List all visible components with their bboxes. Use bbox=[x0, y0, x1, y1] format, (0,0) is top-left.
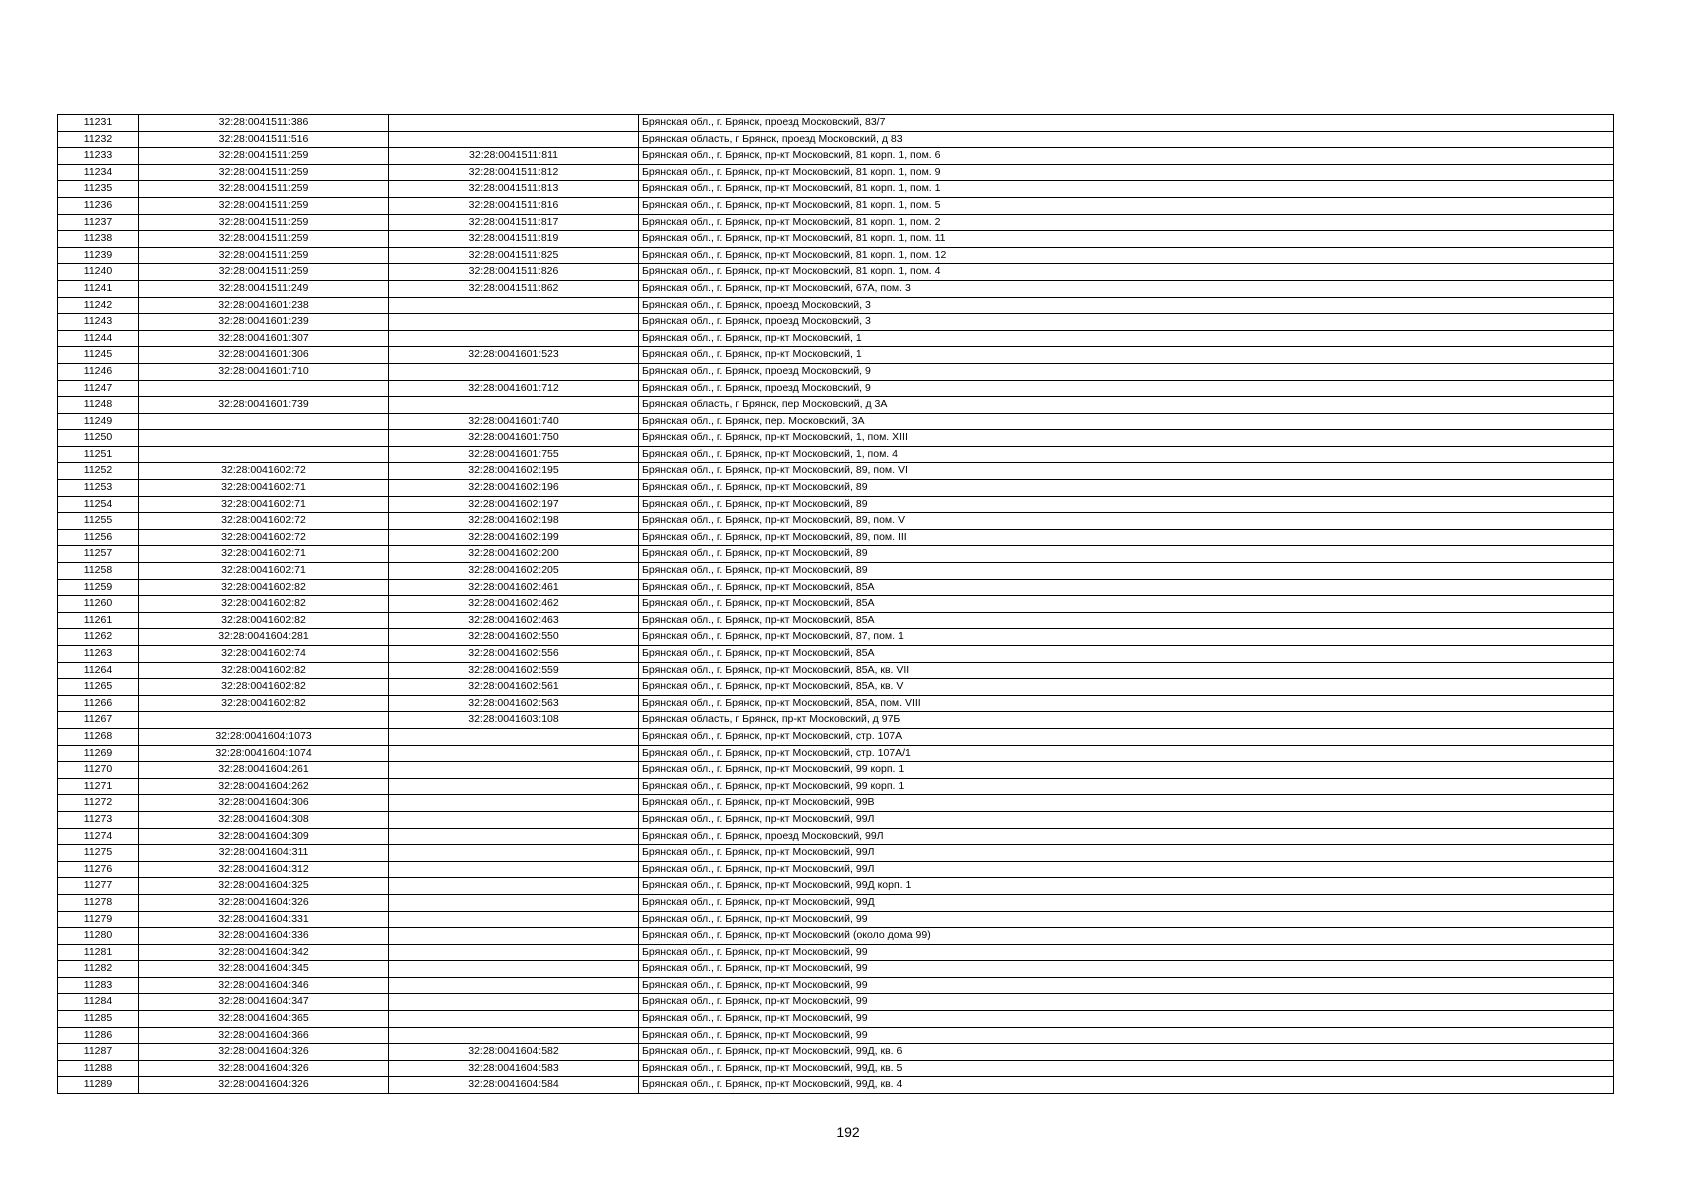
address-cell: Брянская обл., г. Брянск, проезд Московский, 9 bbox=[639, 363, 1614, 380]
row-number-cell: 11269 bbox=[58, 745, 139, 762]
table-row bbox=[58, 446, 1614, 463]
cadastral-number-cell: 32:28:0041604:326 bbox=[139, 1077, 389, 1094]
address-cell: Брянская обл., г. Брянск, пр-кт Московский, 81 корп. 1, пом. 6 bbox=[639, 148, 1614, 165]
object-number-cell: 32:28:0041511:825 bbox=[389, 247, 639, 264]
cadastral-number-cell: 32:28:0041604:1073 bbox=[139, 728, 389, 745]
cadastral-number-cell: 32:28:0041602:71 bbox=[139, 546, 389, 563]
row-number-cell: 11257 bbox=[58, 546, 139, 563]
address-cell: Брянская обл., г. Брянск, проезд Московский, 9 bbox=[639, 380, 1614, 397]
row-number-cell: 11276 bbox=[58, 861, 139, 878]
object-number-cell: 32:28:0041601:523 bbox=[389, 347, 639, 364]
object-number-cell bbox=[389, 944, 639, 961]
address-cell: Брянская обл., г. Брянск, пр-кт Московский, стр. 107А bbox=[639, 728, 1614, 745]
address-cell: Брянская обл., г. Брянск, пр-кт Московский, 81 корп. 1, пом. 12 bbox=[639, 247, 1614, 264]
object-number-cell: 32:28:0041602:550 bbox=[389, 629, 639, 646]
address-cell: Брянская область, г Брянск, проезд Московский, д 83 bbox=[639, 131, 1614, 148]
object-number-cell bbox=[389, 861, 639, 878]
row-number-cell: 11231 bbox=[58, 115, 139, 132]
row-number-cell: 11245 bbox=[58, 347, 139, 364]
object-number-cell bbox=[389, 1027, 639, 1044]
object-number-cell bbox=[389, 131, 639, 148]
table-row bbox=[58, 397, 1614, 414]
table-row bbox=[58, 944, 1614, 961]
object-number-cell bbox=[389, 728, 639, 745]
address-cell: Брянская обл., г. Брянск, пр-кт Московский, 99 корп. 1 bbox=[639, 778, 1614, 795]
cadastral-number-cell: 32:28:0041511:259 bbox=[139, 197, 389, 214]
table-row bbox=[58, 347, 1614, 364]
object-number-cell: 32:28:0041511:813 bbox=[389, 181, 639, 198]
table-row bbox=[58, 629, 1614, 646]
table-row bbox=[58, 745, 1614, 762]
cadastral-number-cell: 32:28:0041511:259 bbox=[139, 264, 389, 281]
row-number-cell: 11232 bbox=[58, 131, 139, 148]
address-cell: Брянская обл., г. Брянск, пр-кт Московский, 99 bbox=[639, 1011, 1614, 1028]
object-number-cell: 32:28:0041601:750 bbox=[389, 430, 639, 447]
row-number-cell: 11253 bbox=[58, 480, 139, 497]
row-number-cell: 11255 bbox=[58, 513, 139, 530]
address-cell: Брянская обл., г. Брянск, пр-кт Московский, 99 bbox=[639, 1027, 1614, 1044]
row-number-cell: 11237 bbox=[58, 214, 139, 231]
row-number-cell: 11264 bbox=[58, 662, 139, 679]
address-cell: Брянская обл., г. Брянск, проезд Московский, 83/7 bbox=[639, 115, 1614, 132]
object-number-cell: 32:28:0041602:463 bbox=[389, 612, 639, 629]
object-number-cell bbox=[389, 878, 639, 895]
cadastral-number-cell: 32:28:0041602:71 bbox=[139, 496, 389, 513]
address-cell: Брянская обл., г. Брянск, пр-кт Московский, 81 корп. 1, пом. 2 bbox=[639, 214, 1614, 231]
cadastral-number-cell: 32:28:0041604:342 bbox=[139, 944, 389, 961]
object-number-cell bbox=[389, 314, 639, 331]
row-number-cell: 11279 bbox=[58, 911, 139, 928]
object-number-cell: 32:28:0041511:812 bbox=[389, 164, 639, 181]
cadastral-number-cell: 32:28:0041602:71 bbox=[139, 480, 389, 497]
table-row bbox=[58, 231, 1614, 248]
address-cell: Брянская обл., г. Брянск, пр-кт Московский, 89, пом. III bbox=[639, 529, 1614, 546]
row-number-cell: 11289 bbox=[58, 1077, 139, 1094]
row-number-cell: 11235 bbox=[58, 181, 139, 198]
address-cell: Брянская обл., г. Брянск, пр-кт Московский, 99Д bbox=[639, 894, 1614, 911]
table-row bbox=[58, 546, 1614, 563]
cadastral-number-cell: 32:28:0041604:326 bbox=[139, 1044, 389, 1061]
table-row bbox=[58, 1044, 1614, 1061]
table-row bbox=[58, 961, 1614, 978]
row-number-cell: 11259 bbox=[58, 579, 139, 596]
object-number-cell: 32:28:0041601:740 bbox=[389, 413, 639, 430]
table-row bbox=[58, 612, 1614, 629]
address-cell: Брянская обл., г. Брянск, пр-кт Московский, 85А, кв. VII bbox=[639, 662, 1614, 679]
row-number-cell: 11272 bbox=[58, 795, 139, 812]
cadastral-number-cell: 32:28:0041604:309 bbox=[139, 828, 389, 845]
cadastral-number-cell: 32:28:0041604:1074 bbox=[139, 745, 389, 762]
cadastral-number-cell: 32:28:0041604:281 bbox=[139, 629, 389, 646]
table-row bbox=[58, 695, 1614, 712]
object-number-cell bbox=[389, 828, 639, 845]
table-row bbox=[58, 662, 1614, 679]
row-number-cell: 11285 bbox=[58, 1011, 139, 1028]
cadastral-number-cell: 32:28:0041511:259 bbox=[139, 164, 389, 181]
object-number-cell bbox=[389, 397, 639, 414]
object-number-cell: 32:28:0041602:205 bbox=[389, 563, 639, 580]
row-number-cell: 11265 bbox=[58, 679, 139, 696]
address-cell: Брянская обл., г. Брянск, пр-кт Московский, 85А bbox=[639, 596, 1614, 613]
address-cell: Брянская обл., г. Брянск, пр-кт Московский, 85А, кв. V bbox=[639, 679, 1614, 696]
row-number-cell: 11251 bbox=[58, 446, 139, 463]
table-row bbox=[58, 131, 1614, 148]
object-number-cell: 32:28:0041604:584 bbox=[389, 1077, 639, 1094]
object-number-cell bbox=[389, 795, 639, 812]
address-cell: Брянская обл., г. Брянск, пр-кт Московский, 81 корп. 1, пом. 9 bbox=[639, 164, 1614, 181]
table-row bbox=[58, 330, 1614, 347]
cadastral-number-cell: 32:28:0041602:82 bbox=[139, 695, 389, 712]
row-number-cell: 11258 bbox=[58, 563, 139, 580]
object-number-cell: 32:28:0041511:816 bbox=[389, 197, 639, 214]
row-number-cell: 11270 bbox=[58, 762, 139, 779]
cadastral-number-cell bbox=[139, 380, 389, 397]
row-number-cell: 11238 bbox=[58, 231, 139, 248]
object-number-cell: 32:28:0041602:198 bbox=[389, 513, 639, 530]
address-cell: Брянская обл., г. Брянск, пр-кт Московский, 99Д, кв. 4 bbox=[639, 1077, 1614, 1094]
table-row bbox=[58, 1011, 1614, 1028]
cadastral-number-cell: 32:28:0041602:82 bbox=[139, 579, 389, 596]
address-cell: Брянская обл., г. Брянск, пр-кт Московский, 99 bbox=[639, 994, 1614, 1011]
address-cell: Брянская обл., г. Брянск, пр-кт Московский, 99Л bbox=[639, 845, 1614, 862]
cadastral-number-cell: 32:28:0041604:261 bbox=[139, 762, 389, 779]
address-cell: Брянская обл., г. Брянск, пр-кт Московский, 87, пом. 1 bbox=[639, 629, 1614, 646]
cadastral-number-cell bbox=[139, 712, 389, 729]
cadastral-number-cell: 32:28:0041604:325 bbox=[139, 878, 389, 895]
table-row bbox=[58, 646, 1614, 663]
registry-table-body bbox=[58, 115, 1614, 1094]
table-row bbox=[58, 712, 1614, 729]
cadastral-number-cell: 32:28:0041604:331 bbox=[139, 911, 389, 928]
cadastral-number-cell: 32:28:0041602:71 bbox=[139, 563, 389, 580]
row-number-cell: 11256 bbox=[58, 529, 139, 546]
object-number-cell: 32:28:0041602:563 bbox=[389, 695, 639, 712]
cadastral-number-cell: 32:28:0041604:326 bbox=[139, 894, 389, 911]
table-row bbox=[58, 164, 1614, 181]
row-number-cell: 11241 bbox=[58, 280, 139, 297]
cadastral-number-cell bbox=[139, 446, 389, 463]
row-number-cell: 11239 bbox=[58, 247, 139, 264]
table-row bbox=[58, 513, 1614, 530]
row-number-cell: 11282 bbox=[58, 961, 139, 978]
table-row bbox=[58, 878, 1614, 895]
address-cell: Брянская область, г Брянск, пер Московский, д 3А bbox=[639, 397, 1614, 414]
row-number-cell: 11236 bbox=[58, 197, 139, 214]
table-row bbox=[58, 845, 1614, 862]
row-number-cell: 11261 bbox=[58, 612, 139, 629]
table-row bbox=[58, 297, 1614, 314]
table-row bbox=[58, 529, 1614, 546]
cadastral-number-cell: 32:28:0041511:516 bbox=[139, 131, 389, 148]
cadastral-number-cell: 32:28:0041601:238 bbox=[139, 297, 389, 314]
address-cell: Брянская обл., г. Брянск, пр-кт Московский, 81 корп. 1, пом. 5 bbox=[639, 197, 1614, 214]
cadastral-number-cell: 32:28:0041602:82 bbox=[139, 612, 389, 629]
cadastral-number-cell: 32:28:0041602:82 bbox=[139, 596, 389, 613]
row-number-cell: 11287 bbox=[58, 1044, 139, 1061]
row-number-cell: 11252 bbox=[58, 463, 139, 480]
table-row bbox=[58, 214, 1614, 231]
row-number-cell: 11286 bbox=[58, 1027, 139, 1044]
object-number-cell: 32:28:0041601:755 bbox=[389, 446, 639, 463]
row-number-cell: 11275 bbox=[58, 845, 139, 862]
object-number-cell bbox=[389, 961, 639, 978]
table-row bbox=[58, 1027, 1614, 1044]
table-row bbox=[58, 911, 1614, 928]
object-number-cell: 32:28:0041602:462 bbox=[389, 596, 639, 613]
row-number-cell: 11278 bbox=[58, 894, 139, 911]
object-number-cell: 32:28:0041604:583 bbox=[389, 1060, 639, 1077]
row-number-cell: 11243 bbox=[58, 314, 139, 331]
object-number-cell bbox=[389, 363, 639, 380]
object-number-cell bbox=[389, 977, 639, 994]
row-number-cell: 11254 bbox=[58, 496, 139, 513]
row-number-cell: 11288 bbox=[58, 1060, 139, 1077]
cadastral-number-cell: 32:28:0041511:259 bbox=[139, 214, 389, 231]
table-row bbox=[58, 977, 1614, 994]
address-cell: Брянская обл., г. Брянск, пр-кт Московский, 99Д, кв. 5 bbox=[639, 1060, 1614, 1077]
address-cell: Брянская обл., г. Брянск, пер. Московский, 3А bbox=[639, 413, 1614, 430]
row-number-cell: 11249 bbox=[58, 413, 139, 430]
row-number-cell: 11277 bbox=[58, 878, 139, 895]
cadastral-number-cell: 32:28:0041602:82 bbox=[139, 662, 389, 679]
table-row bbox=[58, 181, 1614, 198]
cadastral-number-cell: 32:28:0041602:72 bbox=[139, 529, 389, 546]
address-cell: Брянская обл., г. Брянск, пр-кт Московский, 85А bbox=[639, 612, 1614, 629]
cadastral-number-cell: 32:28:0041604:306 bbox=[139, 795, 389, 812]
address-cell: Брянская обл., г. Брянск, пр-кт Московский, 85А bbox=[639, 579, 1614, 596]
table-row bbox=[58, 1077, 1614, 1094]
address-cell: Брянская обл., г. Брянск, пр-кт Московский, 99 bbox=[639, 961, 1614, 978]
row-number-cell: 11234 bbox=[58, 164, 139, 181]
table-row bbox=[58, 496, 1614, 513]
address-cell: Брянская обл., г. Брянск, пр-кт Московский, 99 bbox=[639, 944, 1614, 961]
object-number-cell: 32:28:0041602:196 bbox=[389, 480, 639, 497]
address-cell: Брянская обл., г. Брянск, пр-кт Московский, 1, пом. XIII bbox=[639, 430, 1614, 447]
address-cell: Брянская обл., г. Брянск, пр-кт Московский, 89 bbox=[639, 496, 1614, 513]
cadastral-number-cell: 32:28:0041604:365 bbox=[139, 1011, 389, 1028]
table-row bbox=[58, 728, 1614, 745]
row-number-cell: 11262 bbox=[58, 629, 139, 646]
table-row bbox=[58, 197, 1614, 214]
cadastral-number-cell: 32:28:0041604:345 bbox=[139, 961, 389, 978]
row-number-cell: 11246 bbox=[58, 363, 139, 380]
object-number-cell: 32:28:0041511:817 bbox=[389, 214, 639, 231]
row-number-cell: 11281 bbox=[58, 944, 139, 961]
row-number-cell: 11284 bbox=[58, 994, 139, 1011]
address-cell: Брянская обл., г. Брянск, пр-кт Московский, 1 bbox=[639, 347, 1614, 364]
table-row bbox=[58, 563, 1614, 580]
address-cell: Брянская обл., г. Брянск, пр-кт Московский, 89, пом. V bbox=[639, 513, 1614, 530]
address-cell: Брянская обл., г. Брянск, пр-кт Московский, 1 bbox=[639, 330, 1614, 347]
row-number-cell: 11248 bbox=[58, 397, 139, 414]
address-cell: Брянская обл., г. Брянск, пр-кт Московский, 89 bbox=[639, 546, 1614, 563]
table-row bbox=[58, 430, 1614, 447]
address-cell: Брянская обл., г. Брянск, пр-кт Московский, 99Л bbox=[639, 861, 1614, 878]
object-number-cell: 32:28:0041511:811 bbox=[389, 148, 639, 165]
object-number-cell bbox=[389, 762, 639, 779]
object-number-cell: 32:28:0041511:862 bbox=[389, 280, 639, 297]
table-row bbox=[58, 1060, 1614, 1077]
cadastral-number-cell: 32:28:0041602:82 bbox=[139, 679, 389, 696]
cadastral-number-cell: 32:28:0041604:346 bbox=[139, 977, 389, 994]
cadastral-number-cell: 32:28:0041604:326 bbox=[139, 1060, 389, 1077]
table-row bbox=[58, 264, 1614, 281]
address-cell: Брянская обл., г. Брянск, пр-кт Московский, 89 bbox=[639, 480, 1614, 497]
object-number-cell bbox=[389, 811, 639, 828]
object-number-cell bbox=[389, 330, 639, 347]
address-cell: Брянская обл., г. Брянск, проезд Московский, 3 bbox=[639, 314, 1614, 331]
address-cell: Брянская обл., г. Брянск, пр-кт Московский, 99В bbox=[639, 795, 1614, 812]
address-cell: Брянская обл., г. Брянск, пр-кт Московский, 99Д корп. 1 bbox=[639, 878, 1614, 895]
address-cell: Брянская обл., г. Брянск, пр-кт Московский, 99Л bbox=[639, 811, 1614, 828]
row-number-cell: 11263 bbox=[58, 646, 139, 663]
object-number-cell: 32:28:0041602:556 bbox=[389, 646, 639, 663]
address-cell: Брянская обл., г. Брянск, пр-кт Московский, 81 корп. 1, пом. 11 bbox=[639, 231, 1614, 248]
table-row bbox=[58, 795, 1614, 812]
table-row bbox=[58, 778, 1614, 795]
address-cell: Брянская обл., г. Брянск, проезд Московский, 3 bbox=[639, 297, 1614, 314]
address-cell: Брянская обл., г. Брянск, пр-кт Московский, 81 корп. 1, пом. 4 bbox=[639, 264, 1614, 281]
cadastral-number-cell bbox=[139, 430, 389, 447]
address-cell: Брянская обл., г. Брянск, пр-кт Московский, 85А, пом. VIII bbox=[639, 695, 1614, 712]
cadastral-number-cell: 32:28:0041511:259 bbox=[139, 231, 389, 248]
cadastral-number-cell bbox=[139, 413, 389, 430]
cadastral-number-cell: 32:28:0041604:366 bbox=[139, 1027, 389, 1044]
table-row bbox=[58, 380, 1614, 397]
address-cell: Брянская обл., г. Брянск, пр-кт Московский, 81 корп. 1, пом. 1 bbox=[639, 181, 1614, 198]
row-number-cell: 11283 bbox=[58, 977, 139, 994]
row-number-cell: 11240 bbox=[58, 264, 139, 281]
cadastral-number-cell: 32:28:0041511:259 bbox=[139, 247, 389, 264]
table-row bbox=[58, 280, 1614, 297]
address-cell: Брянская обл., г. Брянск, пр-кт Московский, стр. 107А/1 bbox=[639, 745, 1614, 762]
row-number-cell: 11267 bbox=[58, 712, 139, 729]
table-row bbox=[58, 679, 1614, 696]
page-number: 192 bbox=[836, 1124, 860, 1140]
object-number-cell: 32:28:0041511:819 bbox=[389, 231, 639, 248]
address-cell: Брянская обл., г. Брянск, пр-кт Московский (около дома 99) bbox=[639, 928, 1614, 945]
table-row bbox=[58, 828, 1614, 845]
cadastral-number-cell: 32:28:0041604:308 bbox=[139, 811, 389, 828]
cadastral-number-cell: 32:28:0041602:72 bbox=[139, 463, 389, 480]
registry-table bbox=[57, 114, 1614, 1094]
address-cell: Брянская обл., г. Брянск, пр-кт Московский, 1, пом. 4 bbox=[639, 446, 1614, 463]
row-number-cell: 11273 bbox=[58, 811, 139, 828]
table-row bbox=[58, 596, 1614, 613]
row-number-cell: 11247 bbox=[58, 380, 139, 397]
cadastral-number-cell: 32:28:0041604:347 bbox=[139, 994, 389, 1011]
object-number-cell bbox=[389, 297, 639, 314]
table-row bbox=[58, 861, 1614, 878]
table-row bbox=[58, 811, 1614, 828]
address-cell: Брянская обл., г. Брянск, пр-кт Московский, 99 bbox=[639, 977, 1614, 994]
object-number-cell: 32:28:0041602:195 bbox=[389, 463, 639, 480]
object-number-cell: 32:28:0041511:826 bbox=[389, 264, 639, 281]
cadastral-number-cell: 32:28:0041601:739 bbox=[139, 397, 389, 414]
row-number-cell: 11244 bbox=[58, 330, 139, 347]
cadastral-number-cell: 32:28:0041601:306 bbox=[139, 347, 389, 364]
table-row bbox=[58, 148, 1614, 165]
cadastral-number-cell: 32:28:0041511:386 bbox=[139, 115, 389, 132]
row-number-cell: 11280 bbox=[58, 928, 139, 945]
table-row bbox=[58, 247, 1614, 264]
row-number-cell: 11233 bbox=[58, 148, 139, 165]
cadastral-number-cell: 32:28:0041511:249 bbox=[139, 280, 389, 297]
object-number-cell: 32:28:0041602:461 bbox=[389, 579, 639, 596]
table-row bbox=[58, 413, 1614, 430]
address-cell: Брянская обл., г. Брянск, пр-кт Московский, 67А, пом. 3 bbox=[639, 280, 1614, 297]
row-number-cell: 11271 bbox=[58, 778, 139, 795]
row-number-cell: 11274 bbox=[58, 828, 139, 845]
object-number-cell: 32:28:0041602:197 bbox=[389, 496, 639, 513]
object-number-cell bbox=[389, 115, 639, 132]
cadastral-number-cell: 32:28:0041601:307 bbox=[139, 330, 389, 347]
cadastral-number-cell: 32:28:0041604:312 bbox=[139, 861, 389, 878]
row-number-cell: 11250 bbox=[58, 430, 139, 447]
row-number-cell: 11268 bbox=[58, 728, 139, 745]
object-number-cell: 32:28:0041602:559 bbox=[389, 662, 639, 679]
object-number-cell: 32:28:0041602:561 bbox=[389, 679, 639, 696]
object-number-cell: 32:28:0041603:108 bbox=[389, 712, 639, 729]
object-number-cell bbox=[389, 745, 639, 762]
table-row bbox=[58, 480, 1614, 497]
table-row bbox=[58, 894, 1614, 911]
table-row bbox=[58, 994, 1614, 1011]
cadastral-number-cell: 32:28:0041601:710 bbox=[139, 363, 389, 380]
cadastral-number-cell: 32:28:0041604:336 bbox=[139, 928, 389, 945]
cadastral-number-cell: 32:28:0041602:72 bbox=[139, 513, 389, 530]
table-row bbox=[58, 928, 1614, 945]
address-cell: Брянская обл., г. Брянск, пр-кт Московский, 85А bbox=[639, 646, 1614, 663]
object-number-cell bbox=[389, 928, 639, 945]
object-number-cell bbox=[389, 778, 639, 795]
table-row bbox=[58, 363, 1614, 380]
object-number-cell: 32:28:0041602:200 bbox=[389, 546, 639, 563]
table-row bbox=[58, 115, 1614, 132]
address-cell: Брянская обл., г. Брянск, пр-кт Московский, 99Д, кв. 6 bbox=[639, 1044, 1614, 1061]
cadastral-number-cell: 32:28:0041602:74 bbox=[139, 646, 389, 663]
address-cell: Брянская область, г Брянск, пр-кт Московский, д 97Б bbox=[639, 712, 1614, 729]
table-row bbox=[58, 314, 1614, 331]
row-number-cell: 11260 bbox=[58, 596, 139, 613]
address-cell: Брянская обл., г. Брянск, пр-кт Московский, 89 bbox=[639, 563, 1614, 580]
address-cell: Брянская обл., г. Брянск, пр-кт Московский, 89, пом. VI bbox=[639, 463, 1614, 480]
object-number-cell bbox=[389, 894, 639, 911]
cadastral-number-cell: 32:28:0041511:259 bbox=[139, 181, 389, 198]
table-row bbox=[58, 762, 1614, 779]
table-row bbox=[58, 579, 1614, 596]
cadastral-number-cell: 32:28:0041601:239 bbox=[139, 314, 389, 331]
cadastral-number-cell: 32:28:0041604:311 bbox=[139, 845, 389, 862]
address-cell: Брянская обл., г. Брянск, проезд Московский, 99Л bbox=[639, 828, 1614, 845]
address-cell: Брянская обл., г. Брянск, пр-кт Московский, 99 корп. 1 bbox=[639, 762, 1614, 779]
object-number-cell: 32:28:0041601:712 bbox=[389, 380, 639, 397]
object-number-cell bbox=[389, 994, 639, 1011]
row-number-cell: 11266 bbox=[58, 695, 139, 712]
object-number-cell bbox=[389, 845, 639, 862]
cadastral-number-cell: 32:28:0041511:259 bbox=[139, 148, 389, 165]
table-row bbox=[58, 463, 1614, 480]
address-cell: Брянская обл., г. Брянск, пр-кт Московский, 99 bbox=[639, 911, 1614, 928]
object-number-cell: 32:28:0041604:582 bbox=[389, 1044, 639, 1061]
object-number-cell bbox=[389, 1011, 639, 1028]
row-number-cell: 11242 bbox=[58, 297, 139, 314]
cadastral-number-cell: 32:28:0041604:262 bbox=[139, 778, 389, 795]
object-number-cell bbox=[389, 911, 639, 928]
object-number-cell: 32:28:0041602:199 bbox=[389, 529, 639, 546]
